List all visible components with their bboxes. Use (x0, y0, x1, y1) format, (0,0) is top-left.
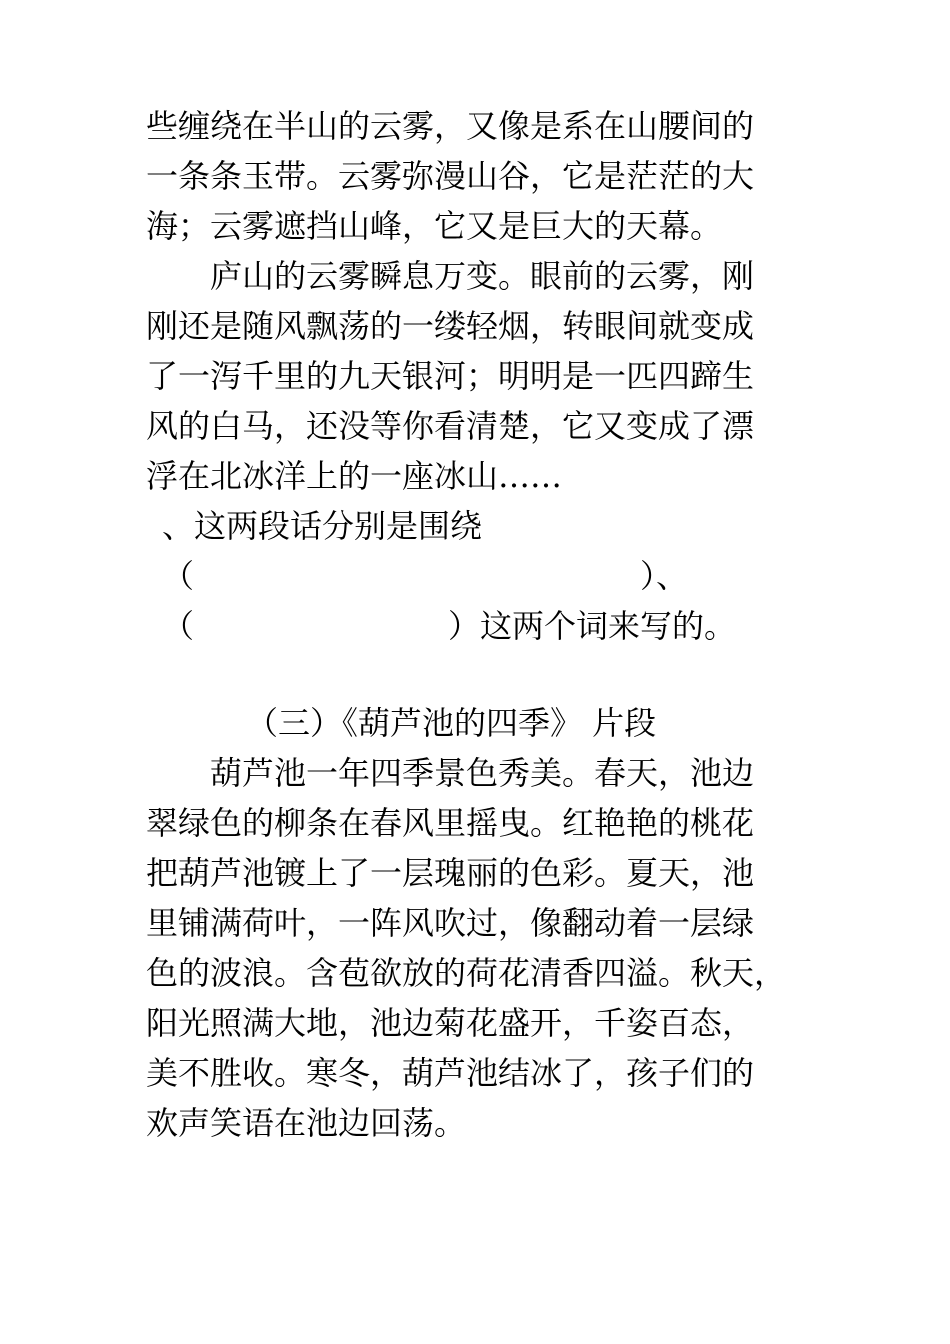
section3-line-5: 色的波浪。含苞欲放的荷花清香四溢。秋天， (146, 954, 787, 992)
question-line: 、这两段话分别是围绕 (162, 507, 483, 545)
blank-2-open-paren: （ (162, 607, 195, 645)
section3-line-2: 翠绿色的柳条在春风里摇曳。红艳艳的桃花 (146, 804, 755, 842)
passage2-line-8: 浮在北冰洋上的一座冰山…… (146, 457, 563, 495)
section3-line-6: 阳光照满大地，池边菊花盛开，千姿百态， (146, 1004, 755, 1042)
passage2-line-7: 风的白马，还没等你看清楚，它又变成了漂 (146, 407, 755, 445)
passage2-line-2: 一条条玉带。云雾弥漫山谷，它是茫茫的大 (146, 157, 755, 195)
section3-line-3: 把葫芦池镀上了一层瑰丽的色彩。夏天，池 (146, 854, 755, 892)
passage2-line-1: 些缠绕在半山的云雾，又像是系在山腰间的 (146, 107, 755, 145)
blank-1-close-paren: ）、 (640, 557, 689, 595)
passage2-line-4: 庐山的云雾瞬息万变。眼前的云雾，刚 (210, 257, 755, 295)
passage2-line-5: 刚还是随风飘荡的一缕轻烟，转眼间就变成 (146, 307, 755, 345)
section3-line-7: 美不胜收。寒冬，葫芦池结冰了，孩子们的 (146, 1054, 755, 1092)
passage2-line-6: 了一泻千里的九天银河；明明是一匹四蹄生 (146, 357, 755, 395)
section3-heading: （三）《葫芦池的四季》 片段 (246, 704, 657, 742)
answer-blank-2 (162, 600, 842, 652)
blank-1-open-paren: （ (162, 557, 195, 595)
blank-2-close-text: ）这两个词来写的。 (448, 607, 737, 645)
section3-line-4: 里铺满荷叶，一阵风吹过，像翻动着一层绿 (146, 904, 755, 942)
section3-line-8: 欢声笑语在池边回荡。 (146, 1104, 467, 1142)
answer-blank-1 (162, 550, 842, 602)
passage2-line-3: 海；云雾遮挡山峰，它又是巨大的天幕。 (146, 207, 723, 245)
section3-line-1: 葫芦池一年四季景色秀美。春天，池边 (210, 754, 755, 792)
